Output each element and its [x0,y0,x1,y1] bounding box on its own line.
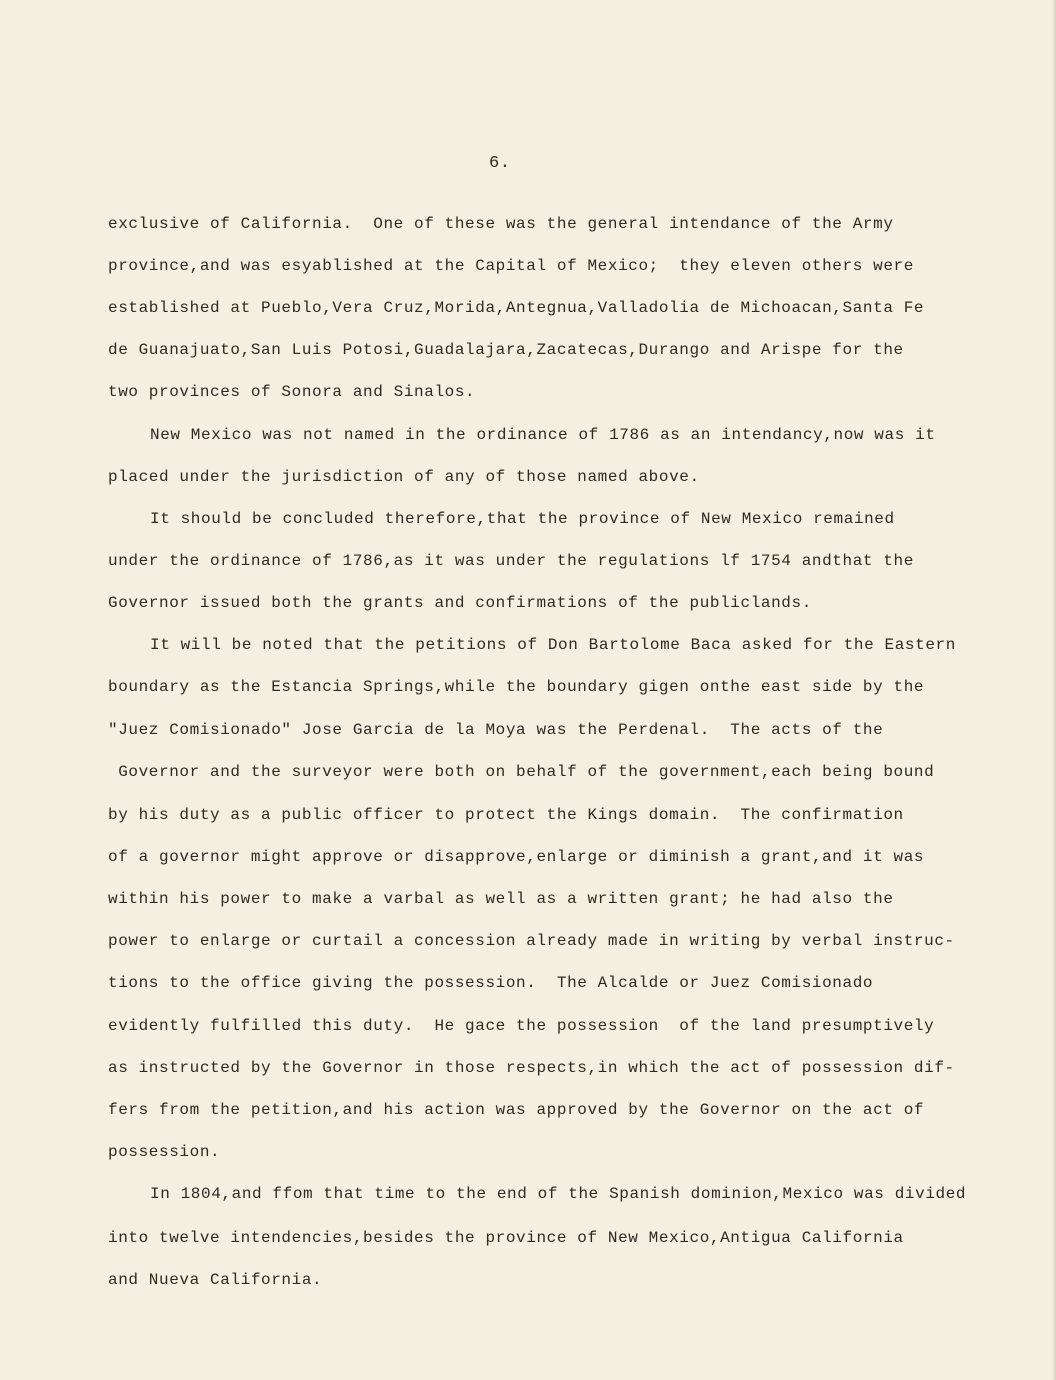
text-line: established at Pueblo,Vera Cruz,Morida,Antegnua,Valladolia de Michoacan,Santa Fe [108,299,925,317]
text-line: into twelve intendencies,besides the province of New Mexico,Antigua California [108,1229,904,1247]
text-line: two provinces of Sonora and Sinalos. [108,383,476,401]
text-line: province,and was esyablished at the Capital of Mexico; they eleven others were [108,257,914,275]
paragraph-first-line: In 1804,and ffom that time to the end of the Spanish dominion,Mexico was divided [150,1185,967,1203]
text-line: by his duty as a public officer to protect the Kings domain. The confirmation [108,806,904,824]
text-line: within his power to make a varbal as well as a written grant; he had also the [108,890,894,908]
text-line: de Guanajuato,San Luis Potosi,Guadalajara,Zacatecas,Durango and Arispe for the [108,341,904,359]
text-line: exclusive of California. One of these was the general intendance of the Army [108,215,894,233]
paragraph-first-line: It will be noted that the petitions of Don Bartolome Baca asked for the Eastern [150,636,956,654]
text-line: tions to the office giving the possession. The Alcalde or Juez Comisionado [108,974,874,992]
text-line: Governor and the surveyor were both on behalf of the government,each being bound [108,763,935,781]
text-line: boundary as the Estancia Springs,while the boundary gigen onthe east side by the [108,678,925,696]
paragraph-first-line: New Mexico was not named in the ordinance of 1786 as an intendancy,now was it [150,426,936,444]
text-line: placed under the jurisdiction of any of those named above. [108,468,700,486]
text-line: possession. [108,1143,221,1161]
text-line: of a governor might approve or disapprove,enlarge or diminish a grant,and it was [108,848,925,866]
text-line: Governor issued both the grants and confirmations of the publiclands. [108,594,812,612]
text-line: fers from the petition,and his action was approved by the Governor on the act of [108,1101,925,1119]
text-line: "Juez Comisionado" Jose Garcia de la Moya was the Perdenal. The acts of the [108,721,884,739]
text-line: and Nueva California. [108,1271,323,1289]
text-line: as instructed by the Governor in those respects,in which the act of possession dif- [108,1059,955,1077]
text-line: power to enlarge or curtail a concession already made in writing by verbal instruc- [108,932,955,950]
text-line: evidently fulfilled this duty. He gace the possession of the land presumptively [108,1017,935,1035]
text-line: under the ordinance of 1786,as it was under the regulations lf 1754 andthat the [108,552,914,570]
page-number: 6. [489,154,511,173]
paragraph-first-line: It should be concluded therefore,that the province of New Mexico remained [150,510,895,528]
page-edge-shadow [1052,0,1056,1380]
